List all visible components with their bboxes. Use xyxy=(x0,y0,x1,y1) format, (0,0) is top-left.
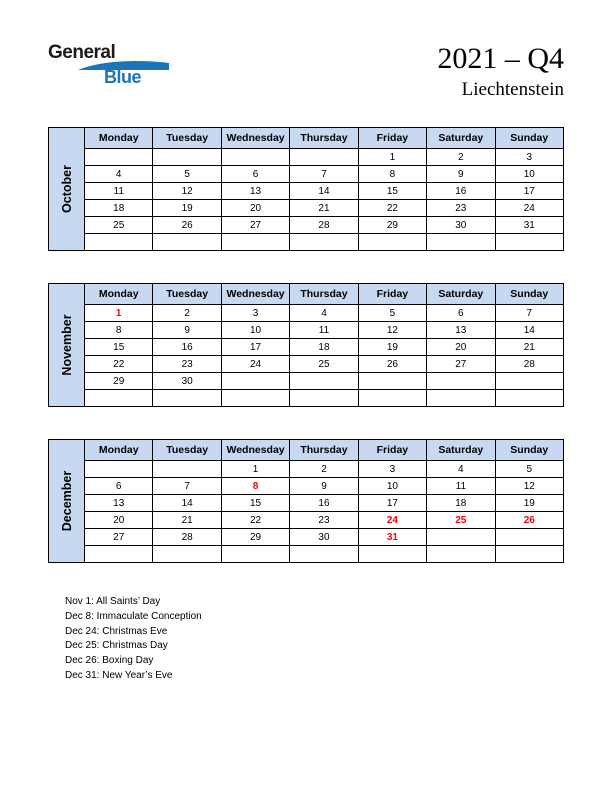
holiday-item: Dec 8: Immaculate Conception xyxy=(65,610,202,622)
date-cell-october-27: 27 xyxy=(221,217,289,234)
date-cell-october-12: 12 xyxy=(153,183,221,200)
holiday-item: Dec 25: Christmas Day xyxy=(65,640,168,652)
day-header-wednesday: Wednesday xyxy=(221,440,289,461)
date-cell-empty xyxy=(358,390,426,407)
date-cell-december-27: 27 xyxy=(85,529,153,546)
date-cell-empty xyxy=(153,546,221,563)
date-cell-november-15: 15 xyxy=(85,339,153,356)
date-cell-october-25: 25 xyxy=(85,217,153,234)
date-cell-december-29: 29 xyxy=(221,529,289,546)
date-cell-empty xyxy=(290,234,358,251)
date-cell-december-3: 3 xyxy=(358,461,426,478)
date-cell-october-22: 22 xyxy=(358,200,426,217)
date-cell-december-2: 2 xyxy=(290,461,358,478)
date-cell-november-20: 20 xyxy=(427,339,495,356)
date-cell-december-12: 12 xyxy=(495,478,563,495)
date-cell-empty xyxy=(221,373,289,390)
week-row xyxy=(49,356,564,373)
date-cell-december-1: 1 xyxy=(221,461,289,478)
date-cell-november-14: 14 xyxy=(495,322,563,339)
week-row xyxy=(49,305,564,322)
date-cell-december-31: 31 xyxy=(358,529,426,546)
day-header-row xyxy=(49,128,564,149)
day-header-saturday: Saturday xyxy=(427,284,495,305)
date-cell-december-16: 16 xyxy=(290,495,358,512)
date-cell-december-4: 4 xyxy=(427,461,495,478)
date-cell-november-23: 23 xyxy=(153,356,221,373)
date-cell-november-18: 18 xyxy=(290,339,358,356)
date-cell-december-17: 17 xyxy=(358,495,426,512)
date-cell-november-11: 11 xyxy=(290,322,358,339)
general-blue-logo xyxy=(48,42,178,92)
date-cell-december-18: 18 xyxy=(427,495,495,512)
date-cell-december-10: 10 xyxy=(358,478,426,495)
day-header-friday: Friday xyxy=(358,128,426,149)
week-row xyxy=(49,149,564,166)
date-cell-october-10: 10 xyxy=(495,166,563,183)
month-table-october xyxy=(48,127,564,251)
date-cell-december-22: 22 xyxy=(221,512,289,529)
day-header-thursday: Thursday xyxy=(290,284,358,305)
date-cell-empty xyxy=(495,546,563,563)
day-header-sunday: Sunday xyxy=(495,440,563,461)
day-header-thursday: Thursday xyxy=(290,128,358,149)
date-cell-empty xyxy=(290,149,358,166)
day-header-tuesday: Tuesday xyxy=(153,440,221,461)
day-header-monday: Monday xyxy=(85,440,153,461)
date-cell-november-29: 29 xyxy=(85,373,153,390)
day-header-monday: Monday xyxy=(85,128,153,149)
date-cell-october-13: 13 xyxy=(221,183,289,200)
date-cell-november-3: 3 xyxy=(221,305,289,322)
date-cell-november-6: 6 xyxy=(427,305,495,322)
date-cell-october-5: 5 xyxy=(153,166,221,183)
date-cell-october-7: 7 xyxy=(290,166,358,183)
date-cell-empty xyxy=(153,234,221,251)
date-cell-december-15: 15 xyxy=(221,495,289,512)
week-row xyxy=(49,234,564,251)
date-cell-empty xyxy=(495,529,563,546)
date-cell-empty xyxy=(290,546,358,563)
week-row xyxy=(49,461,564,478)
date-cell-october-14: 14 xyxy=(290,183,358,200)
date-cell-november-10: 10 xyxy=(221,322,289,339)
date-cell-november-4: 4 xyxy=(290,305,358,322)
title-block xyxy=(437,42,564,101)
page-title: 2021 – Q4 xyxy=(437,42,564,75)
date-cell-december-5: 5 xyxy=(495,461,563,478)
date-cell-empty xyxy=(495,390,563,407)
day-header-monday: Monday xyxy=(85,284,153,305)
date-cell-december-21: 21 xyxy=(153,512,221,529)
date-cell-november-26: 26 xyxy=(358,356,426,373)
date-cell-october-6: 6 xyxy=(221,166,289,183)
date-cell-october-30: 30 xyxy=(427,217,495,234)
holiday-list xyxy=(48,595,564,684)
date-cell-october-1: 1 xyxy=(358,149,426,166)
date-cell-december-25: 25 xyxy=(427,512,495,529)
month-table-december xyxy=(48,439,564,563)
date-cell-november-16: 16 xyxy=(153,339,221,356)
day-header-row xyxy=(49,440,564,461)
date-cell-october-23: 23 xyxy=(427,200,495,217)
logo-text-general: General xyxy=(48,42,116,63)
date-cell-empty xyxy=(427,529,495,546)
date-cell-empty xyxy=(153,149,221,166)
date-cell-december-24: 24 xyxy=(358,512,426,529)
month-label-cell xyxy=(49,440,85,563)
date-cell-empty xyxy=(495,373,563,390)
month-label: December xyxy=(59,470,74,532)
date-cell-december-20: 20 xyxy=(85,512,153,529)
date-cell-october-21: 21 xyxy=(290,200,358,217)
week-row xyxy=(49,322,564,339)
date-cell-empty xyxy=(427,546,495,563)
day-header-sunday: Sunday xyxy=(495,284,563,305)
day-header-tuesday: Tuesday xyxy=(153,284,221,305)
date-cell-november-13: 13 xyxy=(427,322,495,339)
month-table-november xyxy=(48,283,564,407)
date-cell-december-11: 11 xyxy=(427,478,495,495)
date-cell-empty xyxy=(495,234,563,251)
day-header-friday: Friday xyxy=(358,284,426,305)
week-row xyxy=(49,166,564,183)
date-cell-empty xyxy=(85,461,153,478)
page-header xyxy=(48,42,564,101)
date-cell-empty xyxy=(290,390,358,407)
day-header-row xyxy=(49,284,564,305)
date-cell-october-18: 18 xyxy=(85,200,153,217)
date-cell-november-19: 19 xyxy=(358,339,426,356)
week-row xyxy=(49,390,564,407)
date-cell-october-31: 31 xyxy=(495,217,563,234)
date-cell-october-8: 8 xyxy=(358,166,426,183)
date-cell-october-9: 9 xyxy=(427,166,495,183)
week-row xyxy=(49,373,564,390)
date-cell-october-11: 11 xyxy=(85,183,153,200)
date-cell-empty xyxy=(427,390,495,407)
week-row xyxy=(49,529,564,546)
date-cell-november-17: 17 xyxy=(221,339,289,356)
date-cell-october-3: 3 xyxy=(495,149,563,166)
date-cell-october-29: 29 xyxy=(358,217,426,234)
date-cell-empty xyxy=(153,461,221,478)
date-cell-november-28: 28 xyxy=(495,356,563,373)
date-cell-october-24: 24 xyxy=(495,200,563,217)
date-cell-october-19: 19 xyxy=(153,200,221,217)
date-cell-empty xyxy=(358,234,426,251)
date-cell-empty xyxy=(85,234,153,251)
date-cell-december-14: 14 xyxy=(153,495,221,512)
month-label: October xyxy=(59,165,74,213)
week-row xyxy=(49,200,564,217)
date-cell-december-28: 28 xyxy=(153,529,221,546)
date-cell-november-25: 25 xyxy=(290,356,358,373)
date-cell-november-22: 22 xyxy=(85,356,153,373)
date-cell-december-19: 19 xyxy=(495,495,563,512)
date-cell-november-8: 8 xyxy=(85,322,153,339)
date-cell-empty xyxy=(221,390,289,407)
date-cell-empty xyxy=(85,149,153,166)
date-cell-october-17: 17 xyxy=(495,183,563,200)
date-cell-november-27: 27 xyxy=(427,356,495,373)
date-cell-december-9: 9 xyxy=(290,478,358,495)
page-subtitle: Liechtenstein xyxy=(461,79,564,100)
day-header-tuesday: Tuesday xyxy=(153,128,221,149)
date-cell-december-26: 26 xyxy=(495,512,563,529)
holiday-item: Nov 1: All Saints’ Day xyxy=(65,596,161,607)
date-cell-november-30: 30 xyxy=(153,373,221,390)
date-cell-november-9: 9 xyxy=(153,322,221,339)
logo-text-blue: Blue xyxy=(104,67,142,87)
date-cell-november-1: 1 xyxy=(85,305,153,322)
date-cell-november-2: 2 xyxy=(153,305,221,322)
date-cell-october-28: 28 xyxy=(290,217,358,234)
date-cell-october-26: 26 xyxy=(153,217,221,234)
date-cell-december-8: 8 xyxy=(221,478,289,495)
day-header-saturday: Saturday xyxy=(427,128,495,149)
date-cell-empty xyxy=(290,373,358,390)
week-row xyxy=(49,512,564,529)
week-row xyxy=(49,546,564,563)
date-cell-november-5: 5 xyxy=(358,305,426,322)
date-cell-november-7: 7 xyxy=(495,305,563,322)
month-label: November xyxy=(59,314,74,376)
date-cell-december-13: 13 xyxy=(85,495,153,512)
month-label-cell xyxy=(49,284,85,407)
date-cell-empty xyxy=(85,390,153,407)
day-header-wednesday: Wednesday xyxy=(221,284,289,305)
day-header-wednesday: Wednesday xyxy=(221,128,289,149)
date-cell-empty xyxy=(358,546,426,563)
day-header-sunday: Sunday xyxy=(495,128,563,149)
holiday-item: Dec 26: Boxing Day xyxy=(65,655,154,667)
date-cell-october-4: 4 xyxy=(85,166,153,183)
date-cell-december-30: 30 xyxy=(290,529,358,546)
week-row xyxy=(49,339,564,356)
week-row xyxy=(49,478,564,495)
day-header-thursday: Thursday xyxy=(290,440,358,461)
holiday-item: Dec 31: New Year’s Eve xyxy=(65,669,173,681)
date-cell-october-2: 2 xyxy=(427,149,495,166)
day-header-friday: Friday xyxy=(358,440,426,461)
date-cell-december-6: 6 xyxy=(85,478,153,495)
date-cell-november-24: 24 xyxy=(221,356,289,373)
week-row xyxy=(49,183,564,200)
week-row xyxy=(49,217,564,234)
month-label-cell xyxy=(49,128,85,251)
day-header-saturday: Saturday xyxy=(427,440,495,461)
date-cell-empty xyxy=(221,546,289,563)
date-cell-empty xyxy=(221,149,289,166)
holiday-item: Dec 24: Christmas Eve xyxy=(65,625,168,637)
date-cell-empty xyxy=(427,373,495,390)
date-cell-october-20: 20 xyxy=(221,200,289,217)
date-cell-empty xyxy=(153,390,221,407)
date-cell-empty xyxy=(427,234,495,251)
date-cell-empty xyxy=(358,373,426,390)
month-tables-container xyxy=(48,127,564,563)
date-cell-empty xyxy=(221,234,289,251)
date-cell-november-12: 12 xyxy=(358,322,426,339)
date-cell-november-21: 21 xyxy=(495,339,563,356)
date-cell-december-23: 23 xyxy=(290,512,358,529)
date-cell-december-7: 7 xyxy=(153,478,221,495)
week-row xyxy=(49,495,564,512)
date-cell-october-16: 16 xyxy=(427,183,495,200)
date-cell-october-15: 15 xyxy=(358,183,426,200)
date-cell-empty xyxy=(85,546,153,563)
